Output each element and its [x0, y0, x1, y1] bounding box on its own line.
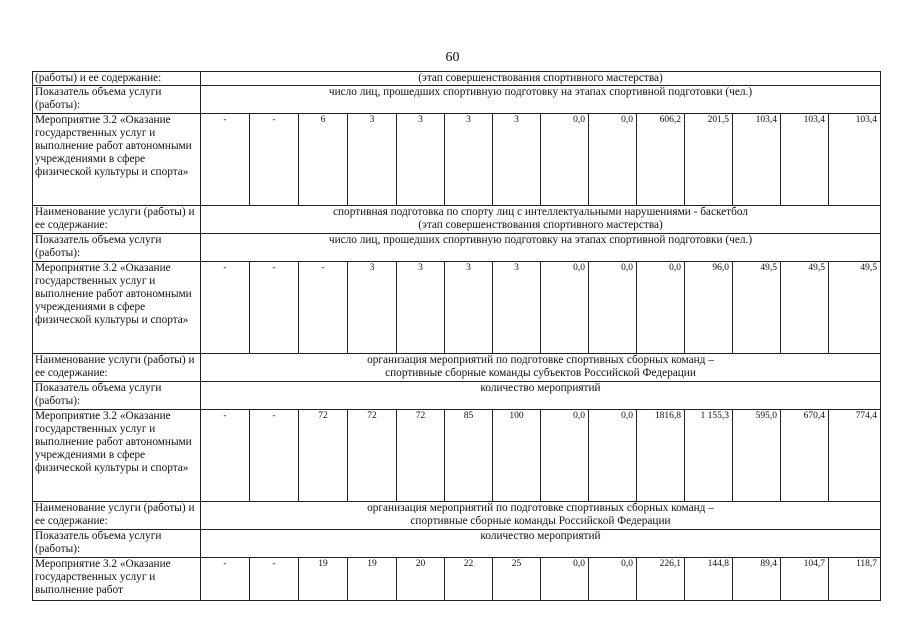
- value-cell: 72: [299, 410, 348, 502]
- value-cell: 0,0: [589, 558, 637, 601]
- value-cell: 3: [348, 114, 397, 206]
- event-label: Мероприятие 3.2 «Оказание государственных услуг и выполнение работ автономными учреждениями в сфере физической культуры и спорта»: [33, 114, 201, 206]
- value-cell: -: [201, 410, 250, 502]
- value-cell: 3: [397, 114, 445, 206]
- value-cell: 1816,8: [637, 410, 685, 502]
- service-name: (этап совершенствования спортивного мастерства): [201, 72, 881, 86]
- value-cell: -: [250, 262, 299, 354]
- value-cell: 103,4: [829, 114, 881, 206]
- value-cell: 3: [493, 114, 541, 206]
- value-cell: 104,7: [781, 558, 829, 601]
- budget-table: [32, 71, 881, 601]
- value-cell: 3: [445, 262, 493, 354]
- event-label: Мероприятие 3.2 «Оказание государственных услуг и выполнение работ: [33, 558, 201, 601]
- value-cell: 774,4: [829, 410, 881, 502]
- value-cell: 3: [493, 262, 541, 354]
- indicator-value: число лиц, прошедших спортивную подготовку на этапах спортивной подготовки (чел.): [201, 234, 881, 262]
- value-cell: 96,0: [685, 262, 733, 354]
- indicator-label: Показатель объема услуги (работы):: [33, 234, 201, 262]
- event-label: Мероприятие 3.2 «Оказание государственных услуг и выполнение работ автономными учреждениями в сфере физической культуры и спорта»: [33, 410, 201, 502]
- service-label: (работы) и ее содержание:: [33, 72, 201, 86]
- value-cell: 19: [348, 558, 397, 601]
- value-cell: 670,4: [781, 410, 829, 502]
- value-cell: 49,5: [781, 262, 829, 354]
- service-row: [33, 206, 881, 234]
- value-cell: 201,5: [685, 114, 733, 206]
- page-number: 60: [445, 50, 460, 65]
- value-cell: 72: [348, 410, 397, 502]
- indicator-row: [33, 382, 881, 410]
- value-cell: 118,7: [829, 558, 881, 601]
- indicator-row: [33, 86, 881, 114]
- value-cell: 103,4: [781, 114, 829, 206]
- value-cell: -: [201, 114, 250, 206]
- value-cell: 0,0: [589, 114, 637, 206]
- value-cell: 3: [397, 262, 445, 354]
- indicator-row: [33, 530, 881, 558]
- value-cell: -: [250, 114, 299, 206]
- service-label: Наименование услуги (работы) и ее содержание:: [33, 354, 201, 382]
- value-cell: 25: [493, 558, 541, 601]
- value-cell: 0,0: [541, 410, 589, 502]
- value-cell: 0,0: [541, 558, 589, 601]
- value-cell: 19: [299, 558, 348, 601]
- value-cell: 6: [299, 114, 348, 206]
- indicator-value: количество мероприятий: [201, 530, 881, 558]
- value-cell: 20: [397, 558, 445, 601]
- value-cell: 226,1: [637, 558, 685, 601]
- value-cell: 3: [348, 262, 397, 354]
- indicator-value: число лиц, прошедших спортивную подготовку на этапах спортивной подготовки (чел.): [201, 86, 881, 114]
- indicator-label: Показатель объема услуги (работы):: [33, 530, 201, 558]
- service-name: спортивная подготовка по спорту лиц с интеллектуальными нарушениями - баскетбол (этап совершенствования спортивного мастерства): [201, 206, 881, 234]
- indicator-row: [33, 234, 881, 262]
- value-cell: 0,0: [541, 114, 589, 206]
- value-cell: 3: [445, 114, 493, 206]
- service-row: [33, 354, 881, 382]
- value-cell: 49,5: [733, 262, 781, 354]
- value-cell: -: [201, 262, 250, 354]
- event-row: [33, 262, 881, 354]
- service-label: Наименование услуги (работы) и ее содержание:: [33, 206, 201, 234]
- service-name: организация мероприятий по подготовке спортивных сборных команд – спортивные сборные команды Российской Федерации: [201, 502, 881, 530]
- event-row: [33, 114, 881, 206]
- service-row: [33, 502, 881, 530]
- value-cell: 103,4: [733, 114, 781, 206]
- event-label: Мероприятие 3.2 «Оказание государственных услуг и выполнение работ автономными учреждениями в сфере физической культуры и спорта»: [33, 262, 201, 354]
- value-cell: 144,8: [685, 558, 733, 601]
- value-cell: 0,0: [541, 262, 589, 354]
- value-cell: 22: [445, 558, 493, 601]
- value-cell: -: [299, 262, 348, 354]
- value-cell: 595,0: [733, 410, 781, 502]
- service-name: организация мероприятий по подготовке спортивных сборных команд – спортивные сборные команды субъектов Российской Федерации: [201, 354, 881, 382]
- value-cell: -: [201, 558, 250, 601]
- service-row: [33, 72, 881, 86]
- value-cell: 0,0: [589, 262, 637, 354]
- value-cell: 1 155,3: [685, 410, 733, 502]
- value-cell: 0,0: [637, 262, 685, 354]
- value-cell: 89,4: [733, 558, 781, 601]
- value-cell: -: [250, 410, 299, 502]
- value-cell: 0,0: [589, 410, 637, 502]
- service-label: Наименование услуги (работы) и ее содержание:: [33, 502, 201, 530]
- event-row: [33, 558, 881, 601]
- indicator-label: Показатель объема услуги (работы):: [33, 382, 201, 410]
- value-cell: 49,5: [829, 262, 881, 354]
- value-cell: 100: [493, 410, 541, 502]
- value-cell: 606,2: [637, 114, 685, 206]
- indicator-label: Показатель объема услуги (работы):: [33, 86, 201, 114]
- indicator-value: количество мероприятий: [201, 382, 881, 410]
- value-cell: 85: [445, 410, 493, 502]
- event-row: [33, 410, 881, 502]
- value-cell: 72: [397, 410, 445, 502]
- value-cell: -: [250, 558, 299, 601]
